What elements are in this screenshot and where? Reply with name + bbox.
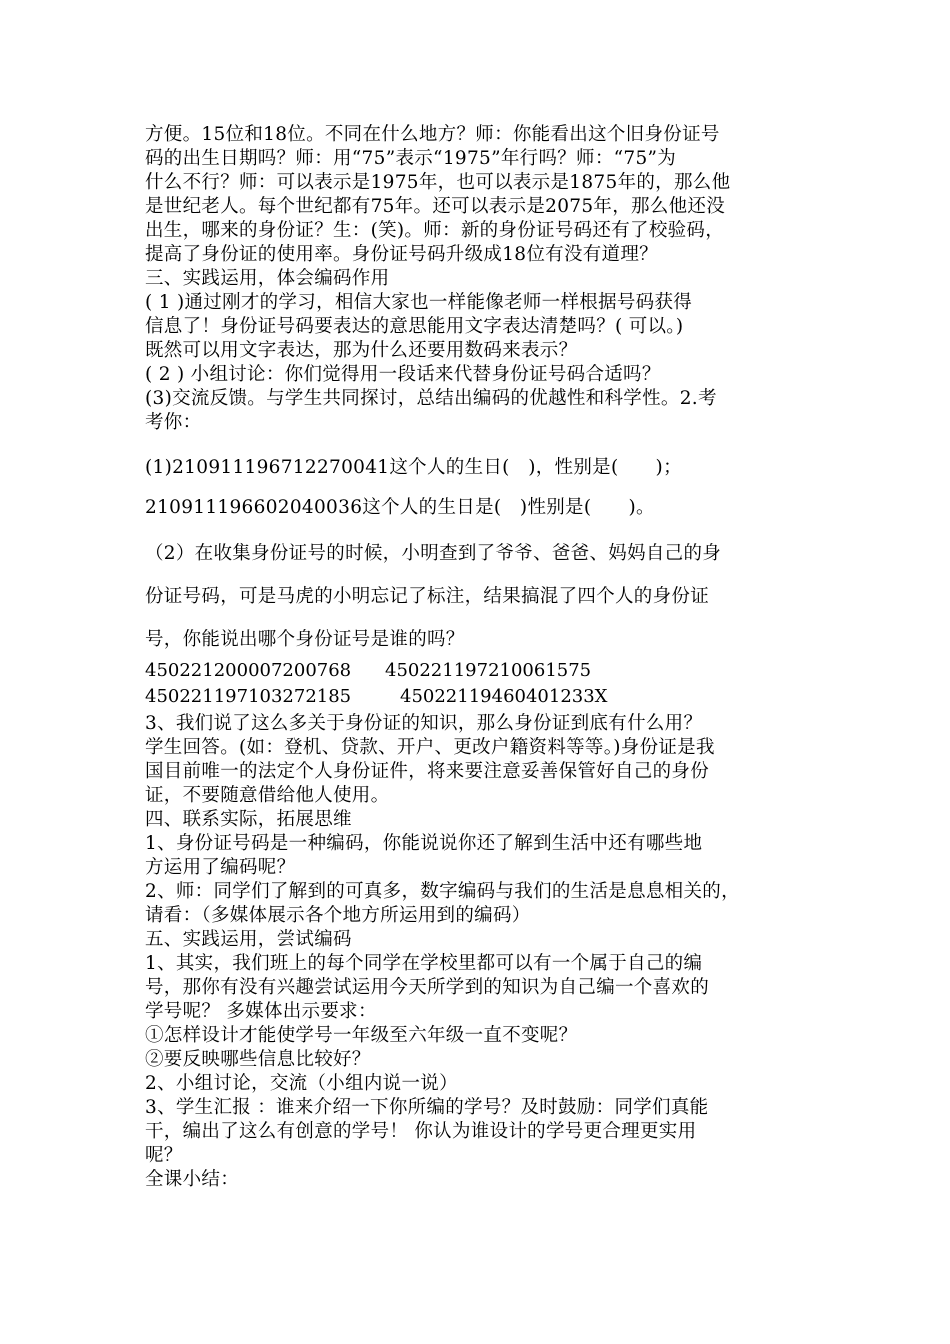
- section-heading: 四、联系实际，拓展思维: [145, 809, 352, 830]
- text-block-main: [145, 712, 825, 1192]
- text-line: 份证号码，可是马虎的小明忘记了标注，结果搞混了四个人的身份证: [145, 586, 710, 607]
- text-line: 考你：: [145, 412, 202, 433]
- id-number: 450221197103272185: [145, 686, 352, 707]
- text-line: 什么不行？师：可以表示是1975年，也可以表示是1875年的，那么他: [145, 172, 731, 193]
- text-line: 1、其实，我们班上的每个同学在学校里都可以有一个属于自己的编: [145, 953, 703, 974]
- id-number: 45022119460401233X: [400, 686, 608, 707]
- quiz-line-2: 210911196602040036这个人的生日是( )性别是( )。: [145, 497, 655, 518]
- text-block-intro: [145, 123, 825, 435]
- text-line: 干，编出了这么有创意的学号！ 你认为谁设计的学号更合理更实用: [145, 1121, 697, 1142]
- text-line: （2）在收集身份证号的时候，小明查到了爷爷、爸爸、妈妈自己的身: [145, 543, 722, 564]
- text-line: ①怎样设计才能使学号一年级至六年级一直不变呢？: [145, 1025, 578, 1046]
- id-number: 450221197210061575: [385, 660, 592, 681]
- text-line: ②要反映哪些信息比较好？: [145, 1049, 371, 1070]
- text-line: 学号呢？ 多媒体出示要求：: [145, 1001, 377, 1022]
- summary-heading: 全课小结：: [145, 1169, 240, 1190]
- text-line: 方便。15位和18位。不同在什么地方？师：你能看出这个旧身份证号: [145, 124, 720, 145]
- text-line: ( 1 )通过刚才的学习，相信大家也一样能像老师一样根据号码获得: [145, 292, 693, 313]
- text-line: 号，你能说出哪个身份证号是谁的吗？: [145, 629, 465, 650]
- id-number: 450221200007200768: [145, 660, 352, 681]
- text-line: 既然可以用文字表达，那为什么还要用数码来表示？: [145, 340, 578, 361]
- text-line: 呢？: [145, 1145, 183, 1166]
- text-line: 请看：（多媒体展示各个地方所运用到的编码）: [145, 905, 531, 926]
- text-line: 提高了身份证的使用率。身份证号码升级成18位有没有道理？: [145, 244, 658, 265]
- text-line: 信息了！身份证号码要表达的意思能用文字表达清楚吗？( 可以。): [145, 316, 684, 337]
- text-line: 3、我们说了这么多关于身份证的知识，那么身份证到底有什么用？: [145, 713, 703, 734]
- text-line: 是世纪老人。每个世纪都有75年。还可以表示是2075年，那么他还没: [145, 196, 726, 217]
- text-line: 2、小组讨论，交流（小组内说一说）: [145, 1073, 458, 1094]
- text-line: 号，那你有没有兴趣尝试运用今天所学到的知识为自己编一个喜欢的: [145, 977, 710, 998]
- section-heading: 五、实践运用，尝试编码: [145, 929, 352, 950]
- text-line: 证，不要随意借给他人使用。: [145, 785, 390, 806]
- text-line: 学生回答。(如：登机、贷款、开户、更改户籍资料等等。)身份证是我: [145, 737, 715, 758]
- text-line: ( 2 ) 小组讨论：你们觉得用一段话来代替身份证号码合适吗？: [145, 364, 661, 385]
- text-line: 2、师：同学们了解到的可真多，数字编码与我们的生活是息息相关的，: [145, 881, 740, 902]
- text-line: (3)交流反馈。与学生共同探讨，总结出编码的优越性和科学性。2.考: [145, 388, 717, 409]
- quiz-line-1: (1)210911196712270041这个人的生日( )，性别是( )；: [145, 457, 682, 478]
- text-line: 3、学生汇报 ：谁来介绍一下你所编的学号？及时鼓励：同学们真能: [145, 1097, 709, 1118]
- text-line: 1、身份证号码是一种编码，你能说说你还了解到生活中还有哪些地: [145, 833, 703, 854]
- section-heading: 三、实践运用，体会编码作用: [145, 268, 390, 289]
- text-line: 国目前唯一的法定个人身份证件，将来要注意妥善保管好自己的身份: [145, 761, 710, 782]
- text-line: 出生，哪来的身份证？生：(笑)。师：新的身份证号码还有了校验码，: [145, 220, 725, 241]
- text-block-question-2: [145, 532, 825, 661]
- text-line: 方运用了编码呢？: [145, 857, 296, 878]
- text-line: 码的出生日期吗？师：用“75”表示“1975”年行吗？师：“75”为: [145, 148, 677, 169]
